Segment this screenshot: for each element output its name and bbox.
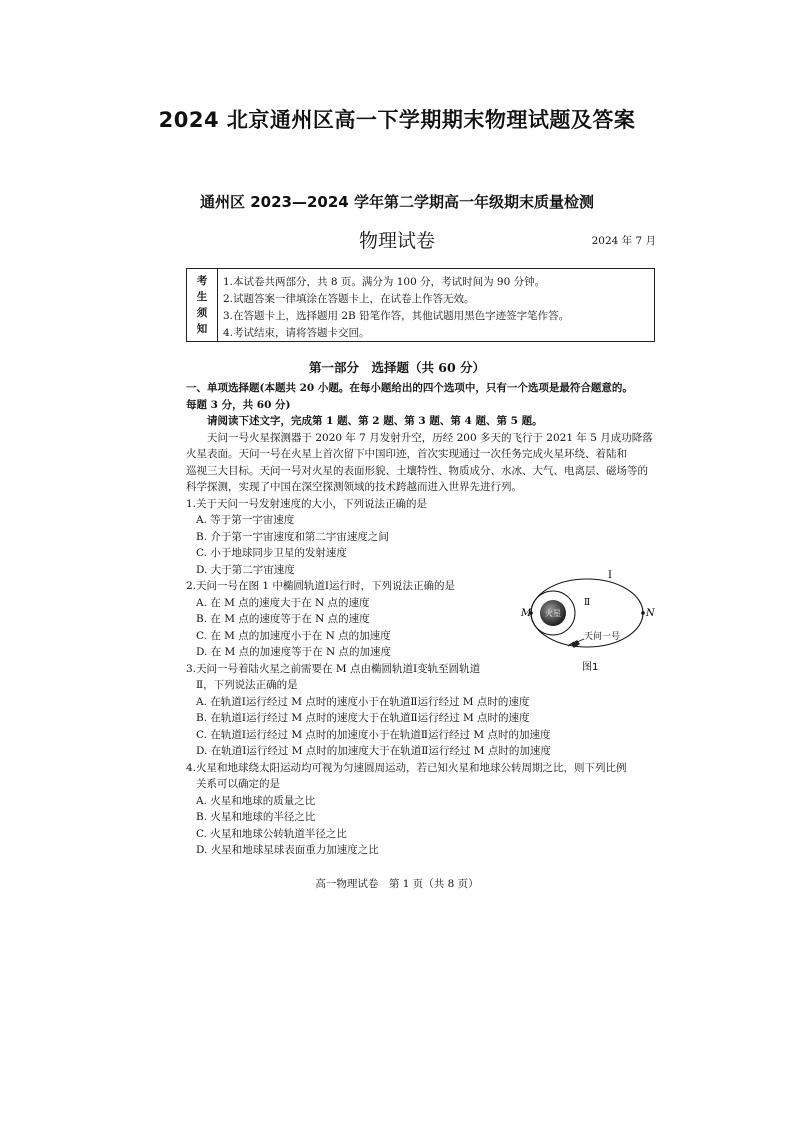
option-1c: C. 小于地球同步卫星的发射速度: [196, 547, 347, 559]
option-1a: A. 等于第一宇宙速度: [196, 514, 295, 526]
mars-planet-label: 火星: [545, 609, 561, 618]
option-3d: D. 在轨道Ⅰ运行经过 M 点时的加速度大于在轨道Ⅱ运行经过 M 点时的加速度: [196, 745, 551, 757]
probe-pointer: [577, 639, 584, 642]
option-1b: B. 介于第一宇宙速度和第二宇宙速度之间: [196, 530, 389, 543]
passage-line: 巡视三大目标。天问一号对火星的表面形貌、土壤特性、物质成分、水冰、大气、电离层、磁场等的: [186, 464, 648, 477]
notice-label-char: 须: [196, 307, 208, 319]
option-3b: B. 在轨道Ⅰ运行经过 M 点时的速度大于在轨道Ⅱ运行经过 M 点时的速度: [196, 712, 530, 724]
notice-items: [223, 274, 569, 342]
option-4b: B. 火星和地球的半径之比: [196, 811, 316, 823]
question-stem-3-cont: Ⅱ，下列说法正确的是: [196, 679, 298, 691]
figure-caption: 图1: [582, 662, 599, 673]
notice-item: 2.试题答案一律填涂在答题卡上，在试卷上作答无效。: [223, 293, 475, 305]
reading-instruction: 请阅读下述文字，完成第 1 题、第 2 题、第 3 题、第 4 题、第 5 题。: [207, 415, 543, 427]
part-intro-line: 一、单项选择题(本题共 20 小题。在每小题给出的四个选项中，只有一个选项是最符合题意的。: [186, 382, 633, 394]
option-4c: C. 火星和地球公转轨道半径之比: [196, 827, 347, 840]
notice-item: 1.本试卷共两部分，共 8 页。满分为 100 分，考试时间为 90 分钟。: [223, 276, 546, 288]
option-2d: D. 在 M 点的加速度等于在 N 点的加速度: [196, 646, 392, 658]
option-4a: A. 火星和地球的质量之比: [196, 794, 316, 807]
question-stem-4-cont: 关系可以确定的是: [196, 778, 280, 790]
option-2b: B. 在 M 点的速度等于在 N 点的速度: [196, 613, 370, 625]
option-3c: C. 在轨道Ⅰ运行经过 M 点时的加速度小于在轨道Ⅱ运行经过 M 点时的加速度: [196, 728, 551, 741]
figure-1: [514, 566, 664, 678]
option-2c: C. 在 M 点的加速度小于在 N 点的加速度: [196, 629, 391, 642]
page-title: 2024 北京通州区高一下学期期末物理试题及答案: [158, 108, 636, 132]
passage-line: 火星表面。天问一号在火星上首次留下中国印迹，首次实现通过一次任务完成火星环绕、着陆和: [186, 448, 627, 460]
notice-box: [186, 268, 655, 342]
orbit-inner-label: Ⅱ: [584, 598, 591, 608]
question-stem-4: 4.火星和地球绕太阳运动均可视为匀速圆周运动，若已知火星和地球公转周期之比，则下列比例: [186, 761, 627, 774]
point-n-label: N: [646, 608, 655, 619]
point-m-label: M: [521, 608, 532, 619]
notice-label-char: 知: [196, 323, 208, 335]
exam-header: 通州区 2023—2024 学年第二学期高一年级期末质量检测: [200, 193, 594, 211]
notice-label: [187, 269, 218, 341]
question-stem-2: 2.天问一号在图 1 中椭圆轨道Ⅰ运行时，下列说法正确的是: [186, 580, 456, 592]
part-intro-line: 每题 3 分，共 60 分): [186, 398, 291, 411]
page-footer: 高一物理试卷 第 1 页（共 8 页）: [315, 878, 479, 890]
point-n-dot: [641, 611, 645, 615]
orbit-diagram: [514, 566, 664, 678]
passage-line: 天问一号火星探测器于 2020 年 7 月发射升空，历经 200 多天的飞行于 2021 年 5 月成功降落: [207, 431, 653, 444]
notice-item: 4.考试结束，请将答题卡交回。: [223, 327, 370, 339]
option-2a: A. 在 M 点的速度大于在 N 点的速度: [196, 596, 370, 609]
notice-label-char: 考: [196, 275, 208, 287]
option-4d: D. 火星和地球星球表面重力加速度之比: [196, 844, 379, 856]
option-1d: D. 大于第二宇宙速度: [196, 563, 295, 576]
notice-label-char: 生: [196, 291, 208, 303]
exam-date: 2024 年 7 月: [591, 235, 656, 247]
orbit-outer-label: Ⅰ: [608, 570, 612, 581]
notice-item: 3.在答题卡上，选择题用 2B 铅笔作答，其他试题用黑色字迹签字笔作答。: [223, 310, 570, 322]
section-title: 第一部分 选择题（共 60 分）: [308, 360, 486, 375]
subject-title: 物理试卷: [358, 230, 435, 252]
probe-label: 天问一号: [584, 632, 621, 642]
question-stem-1: 1.关于天问一号发射速度的大小，下列说法正确的是: [186, 497, 428, 510]
question-stem-3: 3.天问一号着陆火星之前需要在 M 点由椭圆轨道Ⅰ变轨至圆轨道: [186, 662, 481, 675]
passage-line: 科学探测，实现了中国在深空探测领域的技术跨越而进入世界先进行列。: [186, 481, 522, 493]
option-3a: A. 在轨道Ⅰ运行经过 M 点时的速度小于在轨道Ⅱ运行经过 M 点时的速度: [196, 695, 530, 708]
